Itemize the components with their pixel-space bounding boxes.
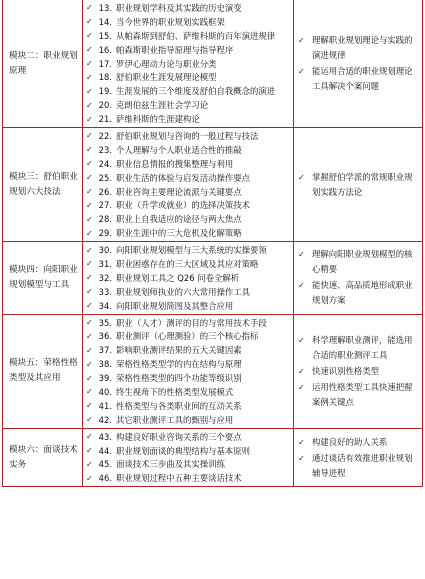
topic-item bbox=[86, 413, 293, 427]
goal-text: 理解职业规划理论与实践的演进规律 bbox=[312, 35, 413, 60]
module-name-cell bbox=[3, 314, 83, 428]
topic-number: 27. bbox=[98, 200, 112, 211]
topic-number: 40. bbox=[98, 386, 112, 397]
topic-list bbox=[83, 128, 293, 241]
module-goals-cell bbox=[294, 0, 423, 128]
topic-number: 18. bbox=[98, 72, 112, 83]
topic-text: 职业（升学或就业）的选择决策技术 bbox=[116, 200, 250, 211]
checkmark-icon: ✓ bbox=[86, 387, 93, 397]
module-row bbox=[3, 128, 423, 242]
topic-text: 罗伊心理动力论与职业分类 bbox=[116, 58, 217, 69]
checkmark-icon: ✓ bbox=[86, 86, 93, 96]
checkmark-icon: ✓ bbox=[86, 345, 93, 355]
topic-list bbox=[83, 0, 293, 127]
module-row bbox=[3, 0, 423, 128]
topic-text: 职业信息情报的搜集整理与利用 bbox=[116, 158, 234, 169]
topic-item bbox=[86, 29, 293, 43]
topic-text: 职业规划过程中五种主要谈话技术 bbox=[116, 473, 242, 484]
topic-item bbox=[86, 385, 293, 399]
topic-item bbox=[86, 444, 293, 458]
topic-text: 帕森斯职业指导原理与指导程序 bbox=[116, 44, 234, 55]
goal-item bbox=[298, 333, 419, 363]
checkmark-icon: ✓ bbox=[86, 3, 93, 13]
course-module-table bbox=[2, 0, 423, 487]
topic-number: 41. bbox=[98, 400, 112, 411]
goal-list bbox=[294, 432, 422, 484]
checkmark-icon: ✓ bbox=[298, 67, 305, 76]
topic-item bbox=[86, 243, 293, 257]
topic-number: 42. bbox=[98, 414, 112, 425]
topic-item bbox=[86, 316, 293, 330]
goal-list bbox=[294, 167, 422, 203]
topic-item bbox=[86, 329, 293, 343]
topic-text: 面谈技术三步曲及其实操训练 bbox=[116, 459, 225, 470]
module-name-cell bbox=[3, 242, 83, 314]
goal-item bbox=[298, 64, 419, 94]
module-row bbox=[3, 428, 423, 487]
topic-item bbox=[86, 458, 293, 472]
topic-number: 13. bbox=[98, 2, 112, 13]
module-name: 模块五：荣格性格类型及其应用 bbox=[9, 358, 78, 384]
topic-item bbox=[86, 70, 293, 84]
topic-number: 31. bbox=[98, 258, 112, 269]
topic-number: 20. bbox=[98, 100, 112, 111]
topic-text: 职业规划面谈的典型结构与基本原则 bbox=[116, 445, 250, 456]
topic-number: 24. bbox=[98, 158, 112, 169]
topic-item bbox=[86, 198, 293, 212]
checkmark-icon: ✓ bbox=[86, 473, 93, 483]
topic-item bbox=[86, 285, 293, 299]
topic-number: 26. bbox=[98, 186, 112, 197]
topic-number: 37. bbox=[98, 345, 112, 356]
checkmark-icon: ✓ bbox=[86, 187, 93, 197]
checkmark-icon: ✓ bbox=[298, 36, 305, 45]
topic-number: 35. bbox=[98, 317, 112, 328]
topic-number: 23. bbox=[98, 144, 112, 155]
topic-number: 39. bbox=[98, 373, 112, 384]
topic-text: 终生视角下的性格类型发展模式 bbox=[116, 386, 234, 397]
goal-text: 快速识别性格类型 bbox=[312, 365, 379, 376]
checkmark-icon: ✓ bbox=[86, 446, 93, 456]
topic-number: 19. bbox=[98, 86, 112, 97]
module-topics-cell bbox=[83, 128, 294, 242]
topic-item bbox=[86, 257, 293, 271]
goal-text: 掌握舒伯学派的常规职业规划实践方法论 bbox=[312, 171, 413, 197]
topic-item bbox=[86, 185, 293, 199]
checkmark-icon: ✓ bbox=[86, 373, 93, 383]
checkmark-icon: ✓ bbox=[86, 173, 93, 183]
topic-number: 30. bbox=[98, 245, 112, 256]
topic-item bbox=[86, 84, 293, 98]
topic-text: 个人理解与个人职业适合性的推敲 bbox=[116, 144, 242, 155]
topic-text: 克朗伯兹生涯社会学习论 bbox=[116, 100, 209, 111]
topic-item bbox=[86, 343, 293, 357]
topic-number: 46. bbox=[98, 473, 112, 484]
topic-text: 职业生涯中的三大危机及化解策略 bbox=[116, 228, 242, 239]
topic-number: 28. bbox=[98, 214, 112, 225]
topic-text: 向阳职业规划模型与三大系统的实操要领 bbox=[116, 245, 267, 256]
module-topics-cell bbox=[83, 242, 294, 314]
topic-text: 舒伯职业规划与咨询的一般过程与技法 bbox=[116, 130, 259, 141]
checkmark-icon: ✓ bbox=[86, 459, 93, 469]
checkmark-icon: ✓ bbox=[86, 200, 93, 210]
topic-list bbox=[83, 315, 293, 428]
goal-text: 理解向阳职业规划模型的核心精要 bbox=[312, 249, 413, 275]
checkmark-icon: ✓ bbox=[86, 145, 93, 155]
topic-item bbox=[86, 299, 293, 313]
module-row bbox=[3, 242, 423, 314]
checkmark-icon: ✓ bbox=[298, 366, 305, 376]
topic-item bbox=[86, 15, 293, 29]
topic-text: 构建良好职业咨询关系的三个要点 bbox=[116, 431, 242, 442]
goal-text: 能快速、高品质地形成职业规划方案 bbox=[312, 280, 413, 306]
checkmark-icon: ✓ bbox=[298, 453, 305, 463]
checkmark-icon: ✓ bbox=[86, 31, 93, 41]
topic-number: 36. bbox=[98, 331, 112, 342]
checkmark-icon: ✓ bbox=[86, 100, 93, 110]
module-topics-cell bbox=[83, 0, 294, 128]
topic-item bbox=[86, 43, 293, 57]
module-name-cell bbox=[3, 0, 83, 128]
topic-item bbox=[86, 143, 293, 157]
checkmark-icon: ✓ bbox=[298, 250, 305, 260]
goal-list bbox=[294, 244, 422, 311]
topic-item bbox=[86, 371, 293, 385]
topic-text: 萨维科斯的生涯建构论 bbox=[116, 114, 200, 125]
checkmark-icon: ✓ bbox=[86, 114, 93, 124]
topic-text: 性格类型与各类职业间的互动关系 bbox=[116, 400, 242, 411]
topic-item bbox=[86, 430, 293, 444]
topic-text: 舒伯职业生涯发展理论模型 bbox=[116, 72, 217, 83]
goal-text: 构建良好的助人关系 bbox=[312, 436, 388, 447]
checkmark-icon: ✓ bbox=[86, 359, 93, 369]
checkmark-icon: ✓ bbox=[86, 228, 93, 238]
topic-text: 生涯发展的三个维度及舒伯自我概念的演进 bbox=[116, 86, 276, 97]
topic-number: 44. bbox=[98, 445, 112, 456]
checkmark-icon: ✓ bbox=[86, 159, 93, 169]
checkmark-icon: ✓ bbox=[86, 415, 93, 425]
checkmark-icon: ✓ bbox=[86, 401, 93, 411]
module-goals-cell bbox=[294, 314, 423, 428]
module-topics-cell bbox=[83, 428, 294, 487]
topic-text: 从帕森斯到舒伯、萨维科斯的百年演进规律 bbox=[116, 30, 276, 41]
topic-item bbox=[86, 399, 293, 413]
topic-number: 38. bbox=[98, 359, 112, 370]
goal-text: 通过谈话有效推进职业规划辅导进程 bbox=[312, 452, 413, 478]
topic-number: 25. bbox=[98, 172, 112, 183]
topic-item bbox=[86, 57, 293, 71]
checkmark-icon: ✓ bbox=[86, 17, 93, 27]
checkmark-icon: ✓ bbox=[86, 287, 93, 297]
topic-item bbox=[86, 212, 293, 226]
topic-list bbox=[83, 429, 293, 487]
module-name: 模块六：面谈技术实务 bbox=[9, 444, 78, 470]
topic-number: 16. bbox=[98, 44, 112, 55]
topic-item bbox=[86, 271, 293, 285]
topic-text: 职业规划学科及其实践的历史演变 bbox=[116, 2, 242, 13]
checkmark-icon: ✓ bbox=[86, 259, 93, 269]
goal-item bbox=[298, 33, 419, 63]
topic-number: 15. bbox=[98, 30, 112, 41]
topic-item bbox=[86, 129, 293, 143]
checkmark-icon: ✓ bbox=[86, 131, 93, 141]
checkmark-icon: ✓ bbox=[298, 281, 305, 291]
goal-item bbox=[298, 451, 419, 481]
module-name-cell bbox=[3, 128, 83, 242]
topic-list bbox=[83, 242, 293, 313]
checkmark-icon: ✓ bbox=[298, 437, 305, 447]
checkmark-icon: ✓ bbox=[86, 59, 93, 68]
checkmark-icon: ✓ bbox=[298, 172, 305, 182]
goal-item bbox=[298, 380, 419, 410]
module-row bbox=[3, 314, 423, 428]
module-name-cell bbox=[3, 428, 83, 487]
checkmark-icon: ✓ bbox=[298, 382, 305, 392]
goal-item bbox=[298, 364, 419, 379]
checkmark-icon: ✓ bbox=[86, 214, 93, 224]
topic-number: 43. bbox=[98, 431, 112, 442]
topic-item bbox=[86, 157, 293, 171]
topic-text: 职业（人才）测评的目的与常用技术手段 bbox=[116, 317, 267, 328]
checkmark-icon: ✓ bbox=[86, 45, 93, 55]
module-goals-cell bbox=[294, 128, 423, 242]
topic-item bbox=[86, 357, 293, 371]
topic-number: 22. bbox=[98, 130, 112, 141]
module-goals-cell bbox=[294, 242, 423, 314]
topic-item bbox=[86, 112, 293, 126]
topic-number: 45. bbox=[98, 459, 112, 470]
goal-item bbox=[298, 247, 419, 277]
topic-text: 职业规划师执业的六大常用操作工具 bbox=[116, 286, 250, 297]
goal-text: 科学理解职业测评，能选用合适的职业测评工具 bbox=[312, 334, 413, 360]
topic-text: 荣格性格类型学的内在结构与原理 bbox=[116, 359, 242, 370]
topic-number: 32. bbox=[98, 272, 112, 283]
topic-text: 职业上自我适应的途径与两大焦点 bbox=[116, 214, 242, 225]
topic-text: 其它职业测评工具的甄别与应用 bbox=[116, 414, 234, 425]
topic-text: 职业测评（心理测验）的三个核心指标 bbox=[116, 331, 259, 342]
checkmark-icon: ✓ bbox=[86, 432, 93, 442]
topic-text: 职业咨询主要理论流派与关键要点 bbox=[116, 186, 242, 197]
goal-text: 能运用合适的职业规划理论工具解决个案问题 bbox=[312, 66, 413, 91]
module-name: 模块三：舒伯职业规划六大技法 bbox=[9, 171, 78, 197]
topic-number: 17. bbox=[98, 58, 112, 69]
checkmark-icon: ✓ bbox=[86, 301, 93, 311]
checkmark-icon: ✓ bbox=[298, 335, 305, 345]
topic-text: 职业规划工具之 Q26 问卷全解析 bbox=[116, 272, 240, 283]
topic-text: 影响职业测评结果的五大关键因素 bbox=[116, 345, 242, 356]
goal-list bbox=[294, 30, 422, 97]
topic-number: 29. bbox=[98, 228, 112, 239]
checkmark-icon: ✓ bbox=[86, 72, 93, 82]
checkmark-icon: ✓ bbox=[86, 331, 93, 341]
module-name: 模块四：向阳职业规划模型与工具 bbox=[9, 264, 78, 290]
topic-number: 33. bbox=[98, 286, 112, 297]
topic-text: 当今世界的职业规划实践框架 bbox=[116, 16, 225, 27]
topic-number: 14. bbox=[98, 16, 112, 27]
goal-item bbox=[298, 278, 419, 308]
topic-text: 荣格性格类型的四个功能等级识别 bbox=[116, 373, 242, 384]
module-name: 模块二：职业规划原理 bbox=[9, 50, 78, 76]
goal-item bbox=[298, 435, 419, 450]
topic-text: 职业生活的体验与启发活动操作要点 bbox=[116, 172, 250, 183]
topic-item bbox=[86, 171, 293, 185]
topic-item bbox=[86, 1, 293, 15]
goal-text: 运用性格类型工具快速把握案例关键点 bbox=[312, 381, 413, 407]
goal-item bbox=[298, 170, 419, 200]
goal-list bbox=[294, 330, 422, 413]
topic-text: 向阳职业规划简图及其整合应用 bbox=[116, 300, 234, 311]
topic-text: 职业困惑存在的三大区域及其应对策略 bbox=[116, 258, 259, 269]
topic-item bbox=[86, 471, 293, 485]
checkmark-icon: ✓ bbox=[86, 273, 93, 283]
topic-item bbox=[86, 226, 293, 240]
checkmark-icon: ✓ bbox=[86, 245, 93, 255]
module-topics-cell bbox=[83, 314, 294, 428]
checkmark-icon: ✓ bbox=[86, 318, 93, 328]
topic-item bbox=[86, 98, 293, 112]
topic-number: 21. bbox=[98, 114, 112, 125]
topic-number: 34. bbox=[98, 300, 112, 311]
module-goals-cell bbox=[294, 428, 423, 487]
